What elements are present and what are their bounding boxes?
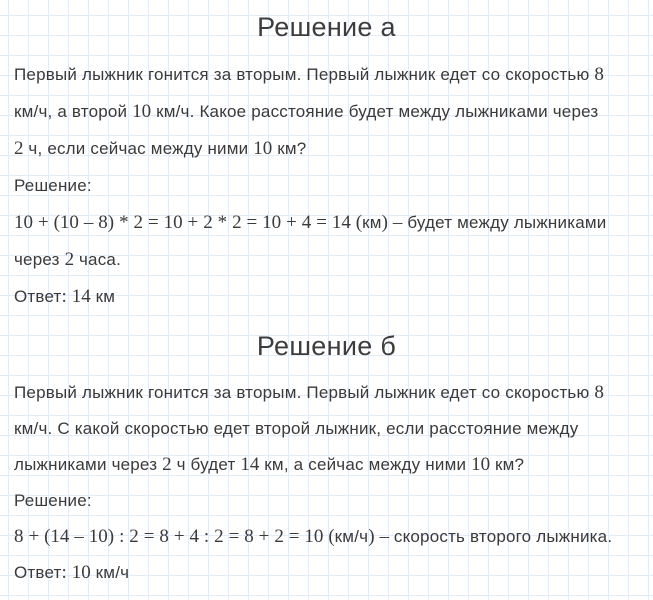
problem-text-line: Первый лыжник гонится за вторым. Первый лыжник едет со скоростью 8 xyxy=(14,382,604,403)
section-a-title: Решение а xyxy=(257,12,396,42)
problem-text-line: км/ч. С какой скоростью едет второй лыжник, если расстояние между xyxy=(14,419,579,438)
solution-section-a xyxy=(14,10,639,315)
formula-line: 8 + (14 – 10) : 2 = 8 + 4 : 2 = 8 + 2 = 10 (км/ч) – скорость второго лыжника. xyxy=(14,526,613,547)
problem-text-line: км/ч, а второй 10 км/ч. Какое расстояние будет между лыжниками через xyxy=(14,101,599,122)
solution-label: Решение: xyxy=(14,491,92,510)
problem-text-line: Первый лыжник гонится за вторым. Первый лыжник едет со скоростью 8 xyxy=(14,64,604,85)
formula-line: 10 + (10 – 8) * 2 = 10 + 2 * 2 = 10 + 4 = 14 (км) – будет между лыжниками xyxy=(14,212,607,233)
section-b-title: Решение б xyxy=(256,331,397,361)
problem-text-line: 2 ч, если сейчас между ними 10 км? xyxy=(14,138,307,159)
problem-text-line: лыжниками через 2 ч будет 14 км, а сейчас между ними 10 км? xyxy=(14,454,525,475)
solution-section-b xyxy=(14,329,639,591)
answer-text: Ответ: 14 км xyxy=(14,286,116,307)
solution-label: Решение: xyxy=(14,176,92,195)
answer-text: Ответ: 10 км/ч xyxy=(14,562,130,583)
formula-line: через 2 часа. xyxy=(14,249,121,270)
